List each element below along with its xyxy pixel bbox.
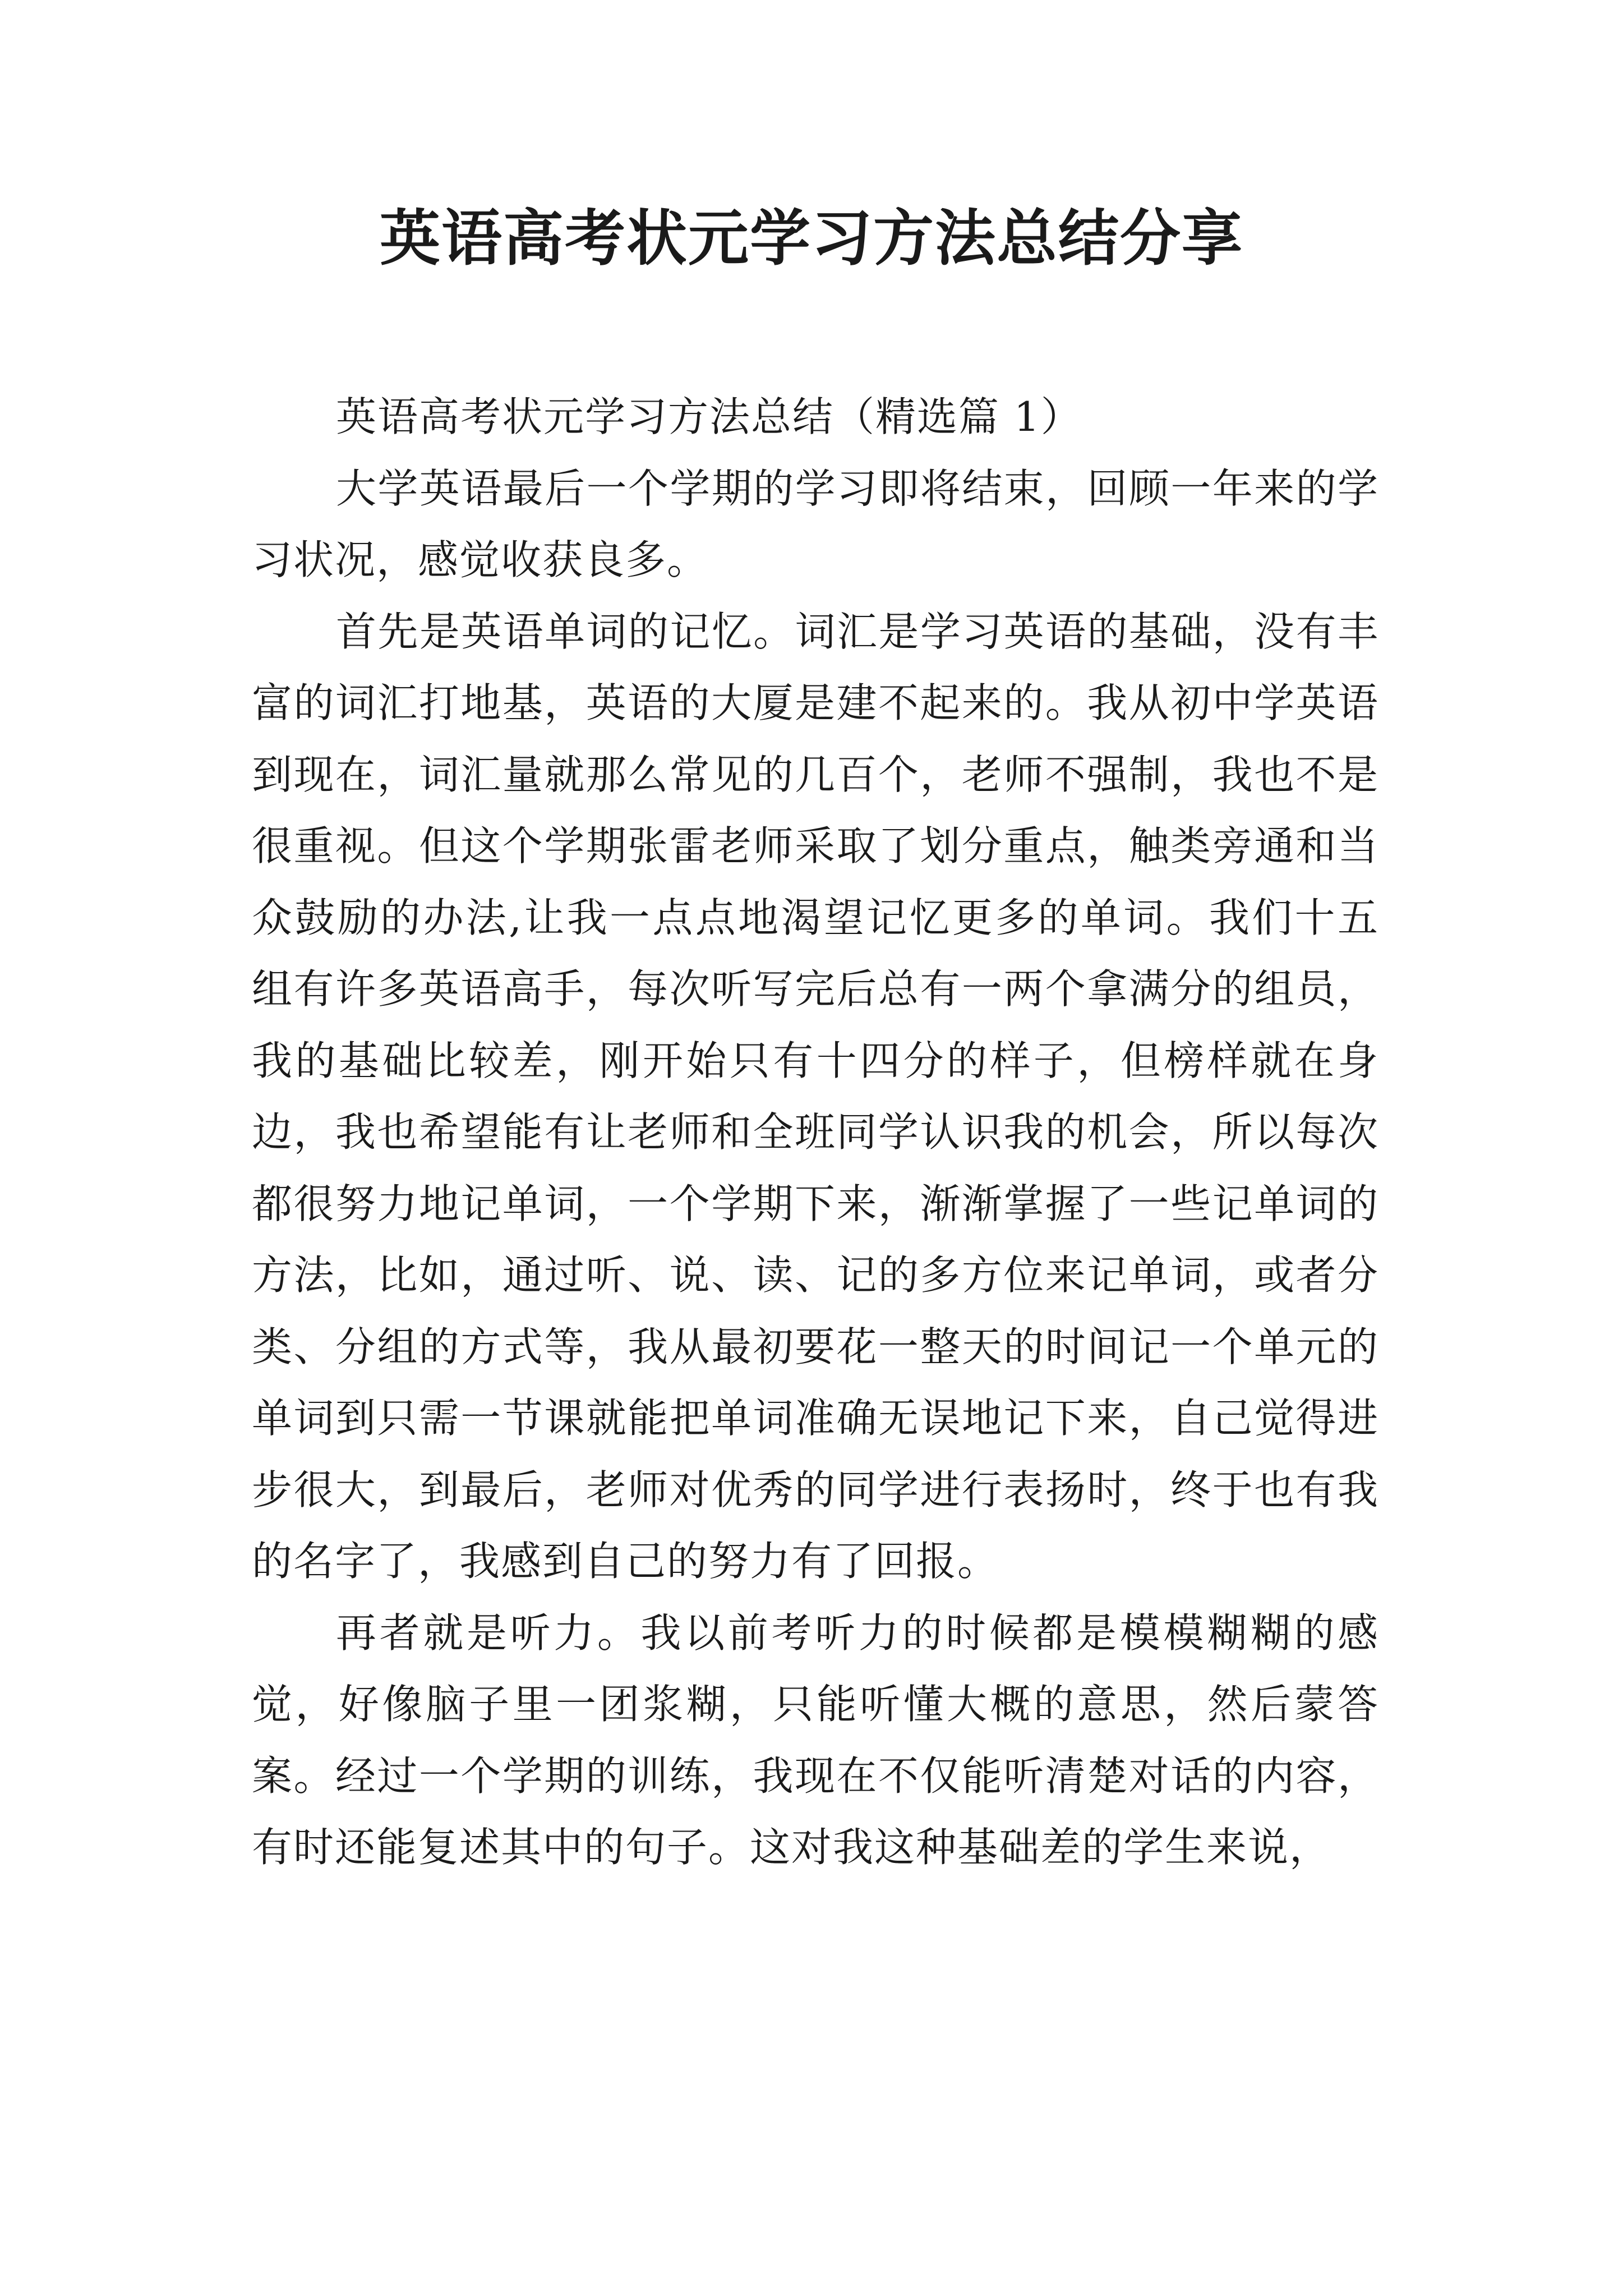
document-title: 英语高考状元学习方法总结分享 <box>379 203 1243 274</box>
document-body <box>252 381 1379 1884</box>
paragraph: 再者就是听力。我以前考听力的时候都是模模糊糊的感觉，好像脑子里一团浆糊，只能听懂大概的意思，然后蒙答案。经过一个学期的训练，我现在不仅能听清楚对话的内容，有时还能复述其中的句子。这对我这种基础差的学生来说， <box>252 1609 1379 1871</box>
section-heading: 英语高考状元学习方法总结（精选篇 1） <box>336 393 1082 440</box>
paragraph: 大学英语最后一个学期的学习即将结束，回顾一年来的学习状况，感觉收获良多。 <box>252 464 1379 583</box>
paragraph: 首先是英语单词的记忆。词汇是学习英语的基础，没有丰富的词汇打地基，英语的大厦是建不起来的。我从初中学英语到现在，词汇量就那么常见的几百个，老师不强制，我也不是很重视。但这个学期张雷老师采取了划分重点，触类旁通和当众鼓励的办法,让我一点点地渴望记忆更多的单词。我们十五组有许多英语高手，每次听写完后总有一两个拿满分的组员，我的基础比较差，刚开始只有十四分的样子，但榜样就在身边，我也希望能有让老师和全班同学认识我的机会，所以每次都很努力地记单词，一个学期下来，渐渐掌握了一些记单词的方法，比如，通过听、说、读、记的多方位来记单词，或者分类、分组的方式等，我从最初要花一整天的时间记一个单元的单词到只需一节课就能把单词准确无误地记下来，自己觉得进步很大，到最后，老师对优秀的同学进行表扬时，终于也有我的名字了，我感到自己的努力有了回报。 <box>252 608 1379 1585</box>
